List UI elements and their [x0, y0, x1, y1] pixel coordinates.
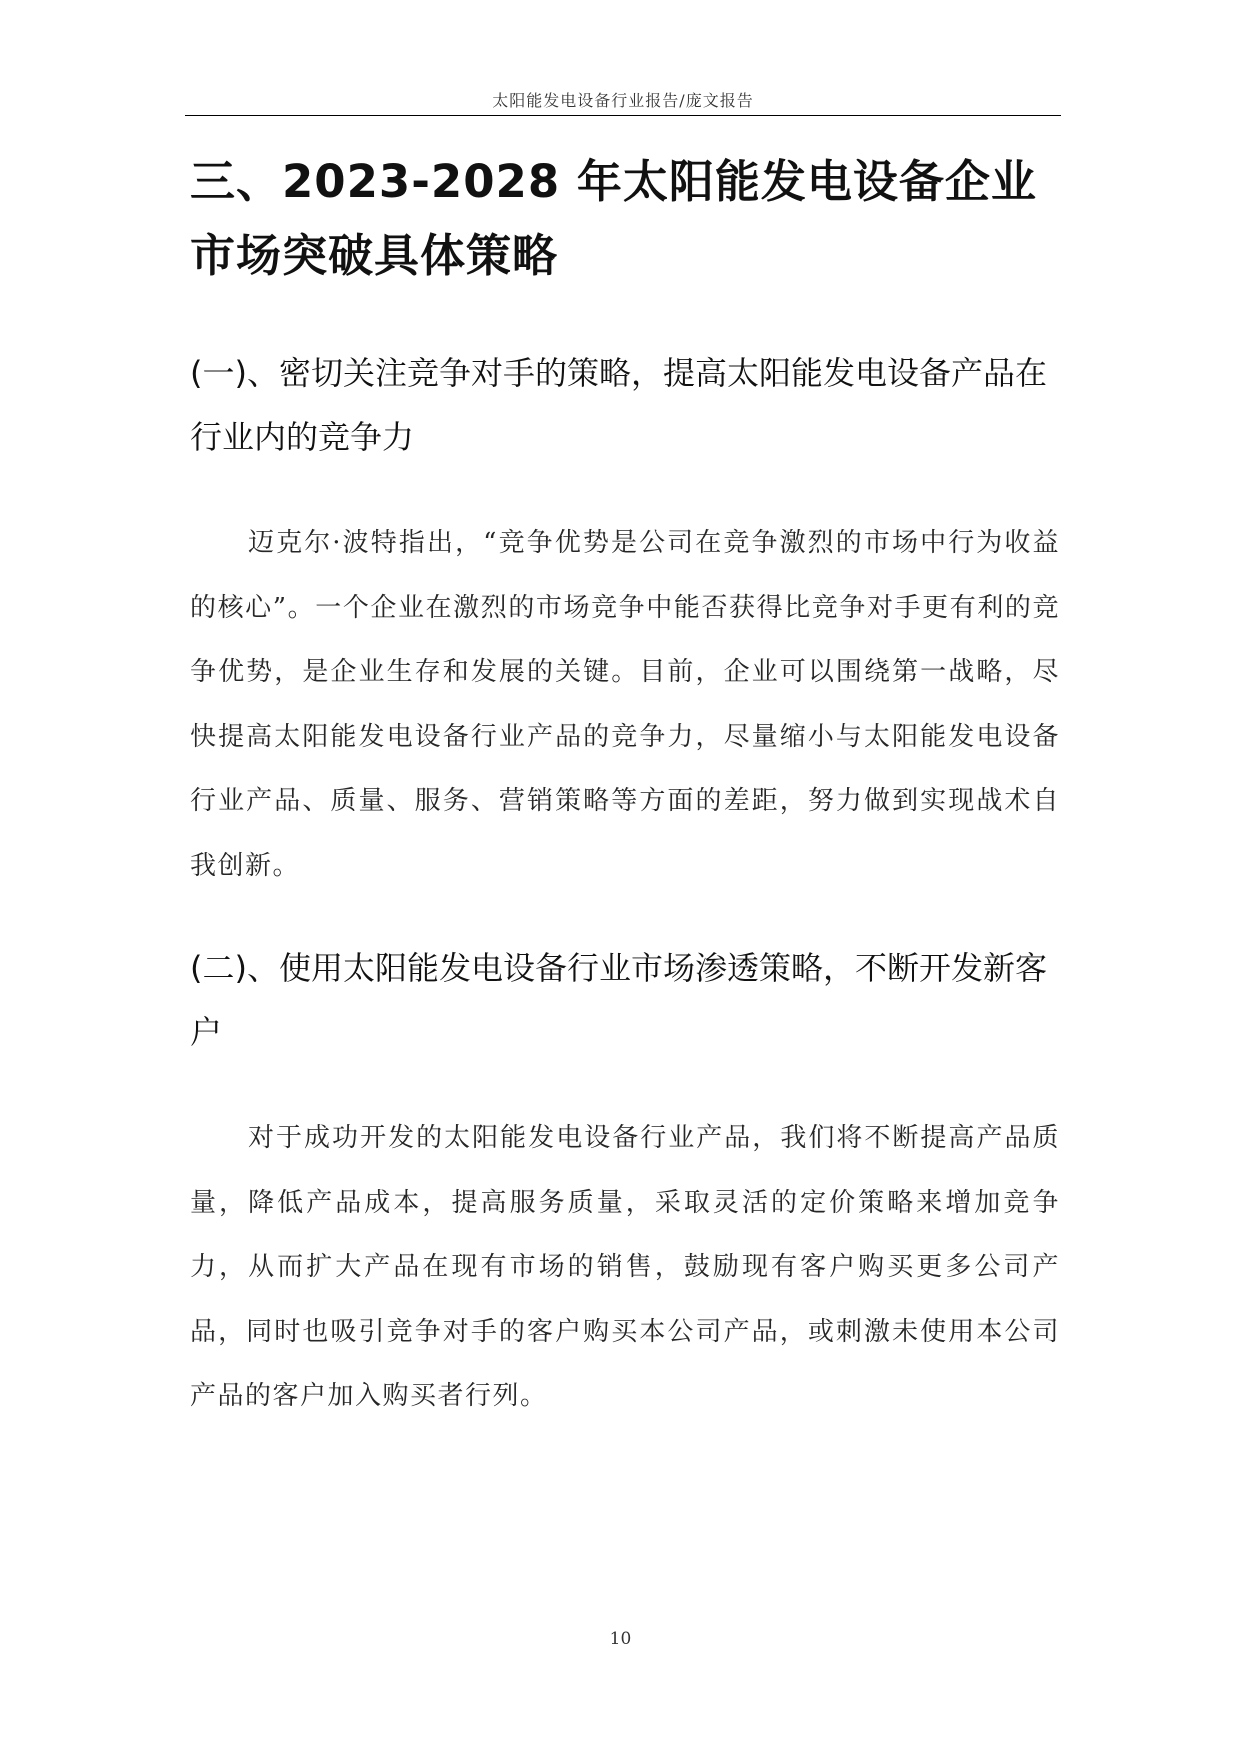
page-number: 10: [609, 1629, 632, 1649]
chapter-title: 三、2023-2028 年太阳能发电设备企业市场突破具体策略: [190, 155, 1037, 282]
section-1-paragraph: 迈克尔·波特指出，“竞争优势是公司在竞争激烈的市场中行为收益的核心”。一个企业在激烈的市场竞争中能否获得比竞争对手更有利的竞争优势，是企业生存和发展的关键。目前，企业可以围绕第一战略，尽快提高太阳能发电设备行业产品的竞争力，尽量缩小与太阳能发电设备行业产品、质量、服务、营销策略等方面的差距，努力做到实现战术自我创新。: [190, 528, 1060, 881]
page-header: 太阳能发电设备行业报告/庞文报告: [492, 91, 754, 110]
header-divider: [185, 115, 1061, 116]
page-body: [190, 145, 1060, 1429]
section-1-heading: (一)、密切关注竞争对手的策略，提高太阳能发电设备产品在行业内的竞争力: [190, 354, 1047, 456]
section-2-heading: (二)、使用太阳能发电设备行业市场渗透策略，不断开发新客户: [190, 949, 1047, 1051]
section-2-paragraph: 对于成功开发的太阳能发电设备行业产品，我们将不断提高产品质量，降低产品成本，提高服务质量，采取灵活的定价策略来增加竞争力，从而扩大产品在现有市场的销售，鼓励现有客户购买更多公司产品，同时也吸引竞争对手的客户购买本公司产品，或刺激未使用本公司产品的客户加入购买者行列。: [190, 1123, 1060, 1411]
